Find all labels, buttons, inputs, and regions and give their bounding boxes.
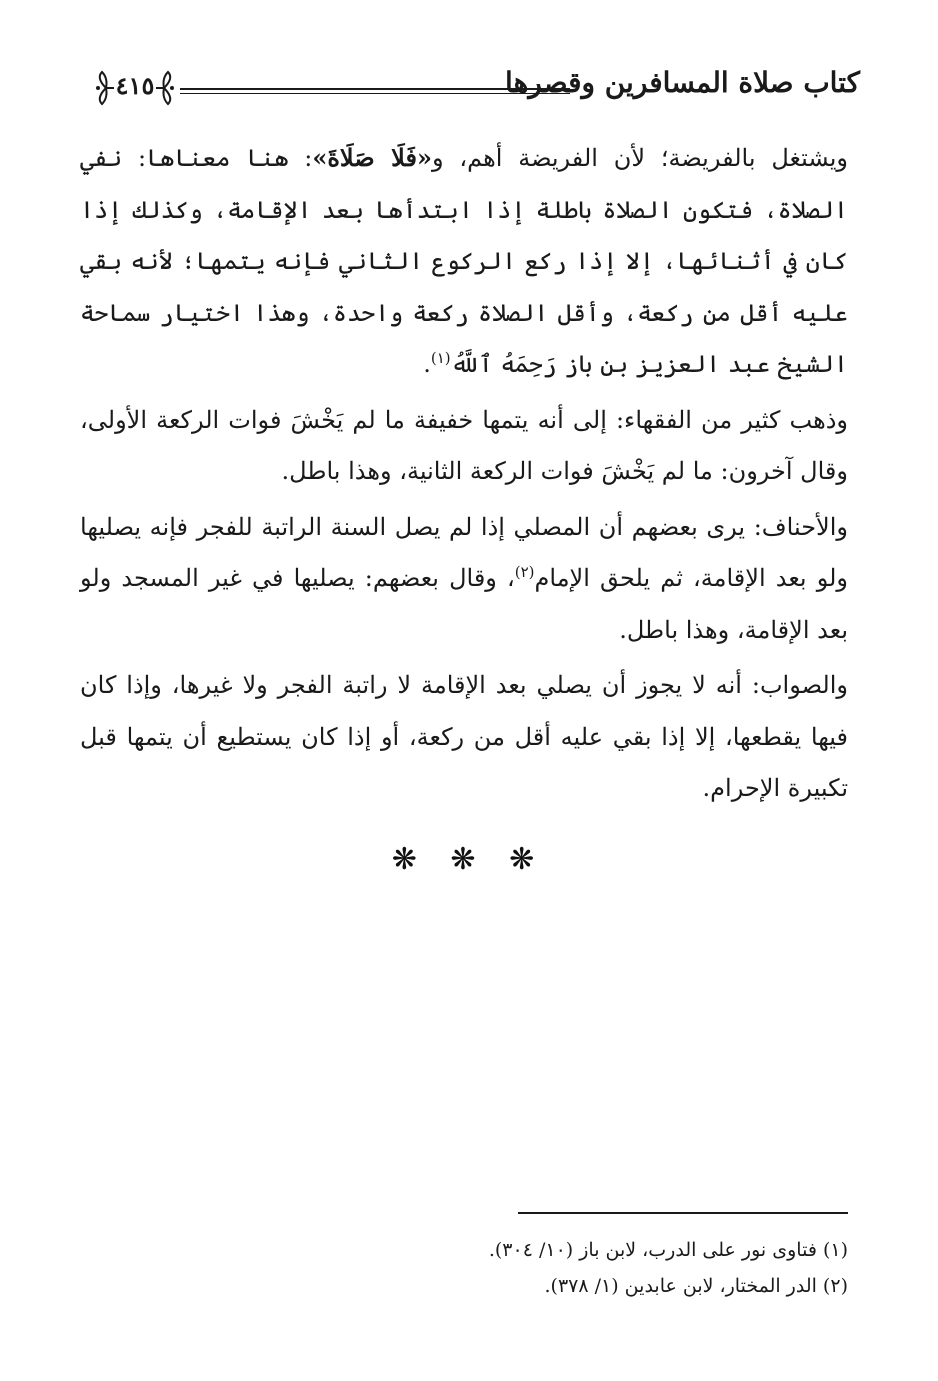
paragraph-tail: . (423, 350, 431, 378)
page-number-frame (92, 68, 178, 108)
header-rule (180, 88, 570, 90)
paragraph-text: ، وقال بعضهم: يصليها في غير المسجد ولو بعد الإقامة، وهذا باطل. (80, 564, 848, 644)
footnote-2: (٢) الدر المختار، لابن عابدين (١/ ٣٧٨). (544, 1275, 848, 1297)
footnote-separator (518, 1212, 848, 1214)
book-title: كتاب صلاة المسافرين وقصرها (505, 66, 860, 99)
paragraph-text: والصواب: أنه لا يجوز أن يصلي بعد الإقامة لا راتبة الفجر ولا غيرها، وإذا كان فيها يقطعها، إلا إذا بقي عليه أقل من ركعة، أو إذا كان يستطيع أن يتمها قبل تكبيرة الإحرام. (80, 671, 848, 802)
footnote-ref: (١) (430, 349, 451, 367)
footnote-1: (١) فتاوى نور على الدرب، لابن باز (١٠/ ٣٠٤). (488, 1239, 848, 1261)
section-end-ornament: ❋ ❋ ❋ (391, 842, 547, 877)
paragraph-text: والأحناف: يرى بعضهم أن المصلي إذا لم يصل السنة الراتبة للفجر فإنه يصليها ولو بعد الإقامة، ثم يلحق الإمام (80, 512, 849, 592)
footnote-ref: (٢) (514, 563, 535, 581)
paragraph-text: وذهب كثير من الفقهاء: إلى أنه يتمها خفيفة ما لم يَخْشَ فوات الركعة الأولى، وقال آخرون: ما لم يَخْشَ فوات الركعة الثانية، وهذا باطل. (80, 405, 848, 485)
page-header (70, 60, 860, 110)
paragraph-4 (80, 660, 848, 815)
paragraph-1 (80, 132, 848, 391)
paragraph-3 (80, 502, 848, 657)
hadith-quote: «فَلَا صَلَاةَ» (312, 143, 432, 172)
paragraph-text: ويشتغل بالفريضة؛ لأن الفريضة أهم، و (431, 144, 849, 172)
paragraph-text: : هنا معناها: نفي الصلاة، فتكون الصلاة باطلة إذا ابتدأها بعد الإقامة، وكذلك إذا كان في أثنائها، إلا إذا ركع الركوع الثاني فإنه يتمها؛ لأنه بقي عليه أقل من ركعة، وأقل الصلاة ركعة واحدة، وهذا اختيار سماحة الشيخ عبد العزيز بن باز رَحِمَهُ ٱللَّهُ (80, 144, 848, 378)
paragraph-2 (80, 395, 848, 498)
main-text (80, 132, 848, 819)
page-number: ٤١٥ (115, 71, 155, 100)
footnotes (148, 1232, 848, 1304)
